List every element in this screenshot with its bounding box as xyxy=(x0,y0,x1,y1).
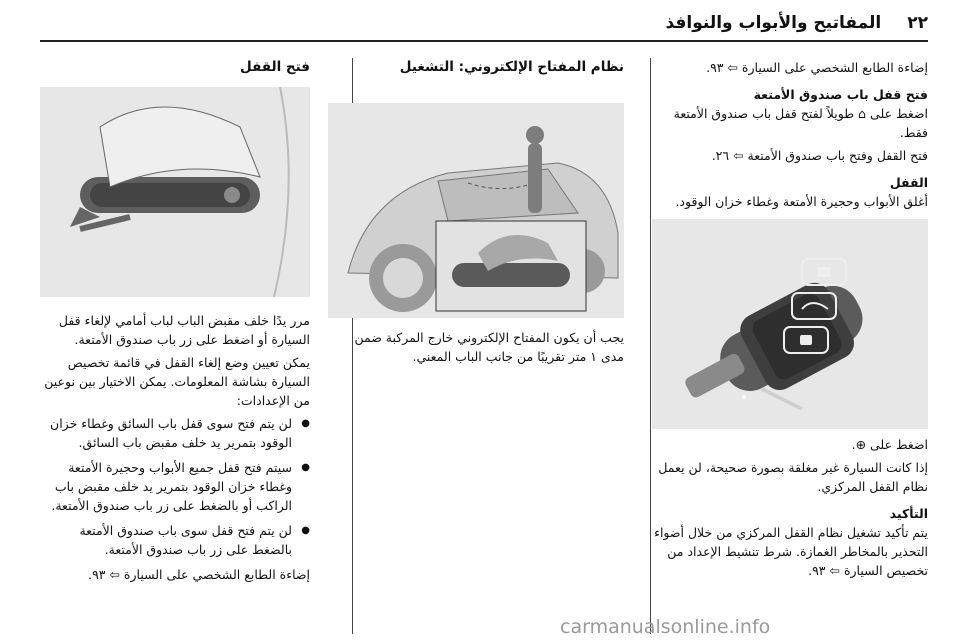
paragraph: مرر يدًا خلف مقبض الباب لباب أمامي لإلغاء قفل السيارة أو اضغط على زر باب صندوق الأمتعة. xyxy=(58,313,310,347)
list-item: ● لن يتم فتح قفل سوى باب صندوق الأمتعة بالضغط على زر باب صندوق الأمتعة. xyxy=(40,521,310,559)
section-heading: فتح قفل باب صندوق الأمتعة xyxy=(753,87,928,102)
section-heading: القفل xyxy=(889,175,928,190)
figure-caption: يجب أن يكون المفتاح الإلكتروني خارج المركبة ضمن مدى ١ متر تقريبًا من جانب الباب المعني. xyxy=(354,330,624,364)
left-column xyxy=(40,58,310,632)
car-illustration-icon xyxy=(328,103,624,318)
door-handle-figure xyxy=(40,87,310,297)
section-heading: التأكيد xyxy=(889,506,928,521)
right-column xyxy=(652,58,928,632)
paragraph: يمكن تعيين وضع إلغاء القفل في قائمة تخصيص السيارة بشاشة المعلومات. يمكن الاختيار بين نوعين من الإعدادات: xyxy=(44,355,310,408)
page-number: ٢٢ xyxy=(907,13,928,33)
paragraph: اضغط على ⌂ طويلاً لفتح قفل باب صندوق الأمتعة فقط. xyxy=(673,106,928,140)
watermark: carmanualsonline.info xyxy=(560,616,771,638)
settings-list xyxy=(40,414,310,559)
section-title: فتح القفل xyxy=(240,59,310,75)
car-access-figure xyxy=(328,103,624,318)
page-header xyxy=(40,6,928,42)
key-fob-figure xyxy=(652,219,928,429)
paragraph: اضغط على ⊕. xyxy=(851,437,928,452)
paragraph: إضاءة الطابع الشخصي على السيارة ⇦ ٩٣. xyxy=(88,567,310,582)
page-title: المفاتيح والأبواب والنوافذ xyxy=(665,13,882,33)
paragraph: فتح القفل وفتح باب صندوق الأمتعة ⇦ ٢٦. xyxy=(711,148,928,163)
key-fob-icon xyxy=(652,219,928,429)
paragraph: إذا كانت السيارة غير مغلقة بصورة صحيحة، لن يعمل نظام القفل المركزي. xyxy=(658,460,928,494)
list-item: ● لن يتم فتح سوى قفل باب السائق وغطاء خزان الوقود بتمرير يد خلف مقبض باب السائق. xyxy=(40,414,310,452)
paragraph: يتم تأكيد تشغيل نظام القفل المركزي من خلال أضواء التحذير بالمخاطر الغمازة. شرط تنشيط الإعداد من تخصيص السيارة ⇦ ٩٣. xyxy=(654,525,928,578)
list-item: ● سيتم فتح قفل جميع الأبواب وحجيرة الأمتعة وغطاء خزان الوقود بتمرير يد خلف مقبض باب الراكب أو بالضغط على زر باب صندوق الأمتعة. xyxy=(40,458,310,515)
paragraph: أغلق الأبواب وحجيرة الأمتعة وغطاء خزان الوقود. xyxy=(675,194,928,209)
paragraph: إضاءة الطابع الشخصي على السيارة ⇦ ٩٣. xyxy=(706,60,928,75)
section-title: نظام المفتاح الإلكتروني: التشغيل xyxy=(399,59,624,75)
column-divider xyxy=(650,58,651,634)
middle-column xyxy=(328,58,624,632)
door-handle-icon xyxy=(40,87,310,297)
